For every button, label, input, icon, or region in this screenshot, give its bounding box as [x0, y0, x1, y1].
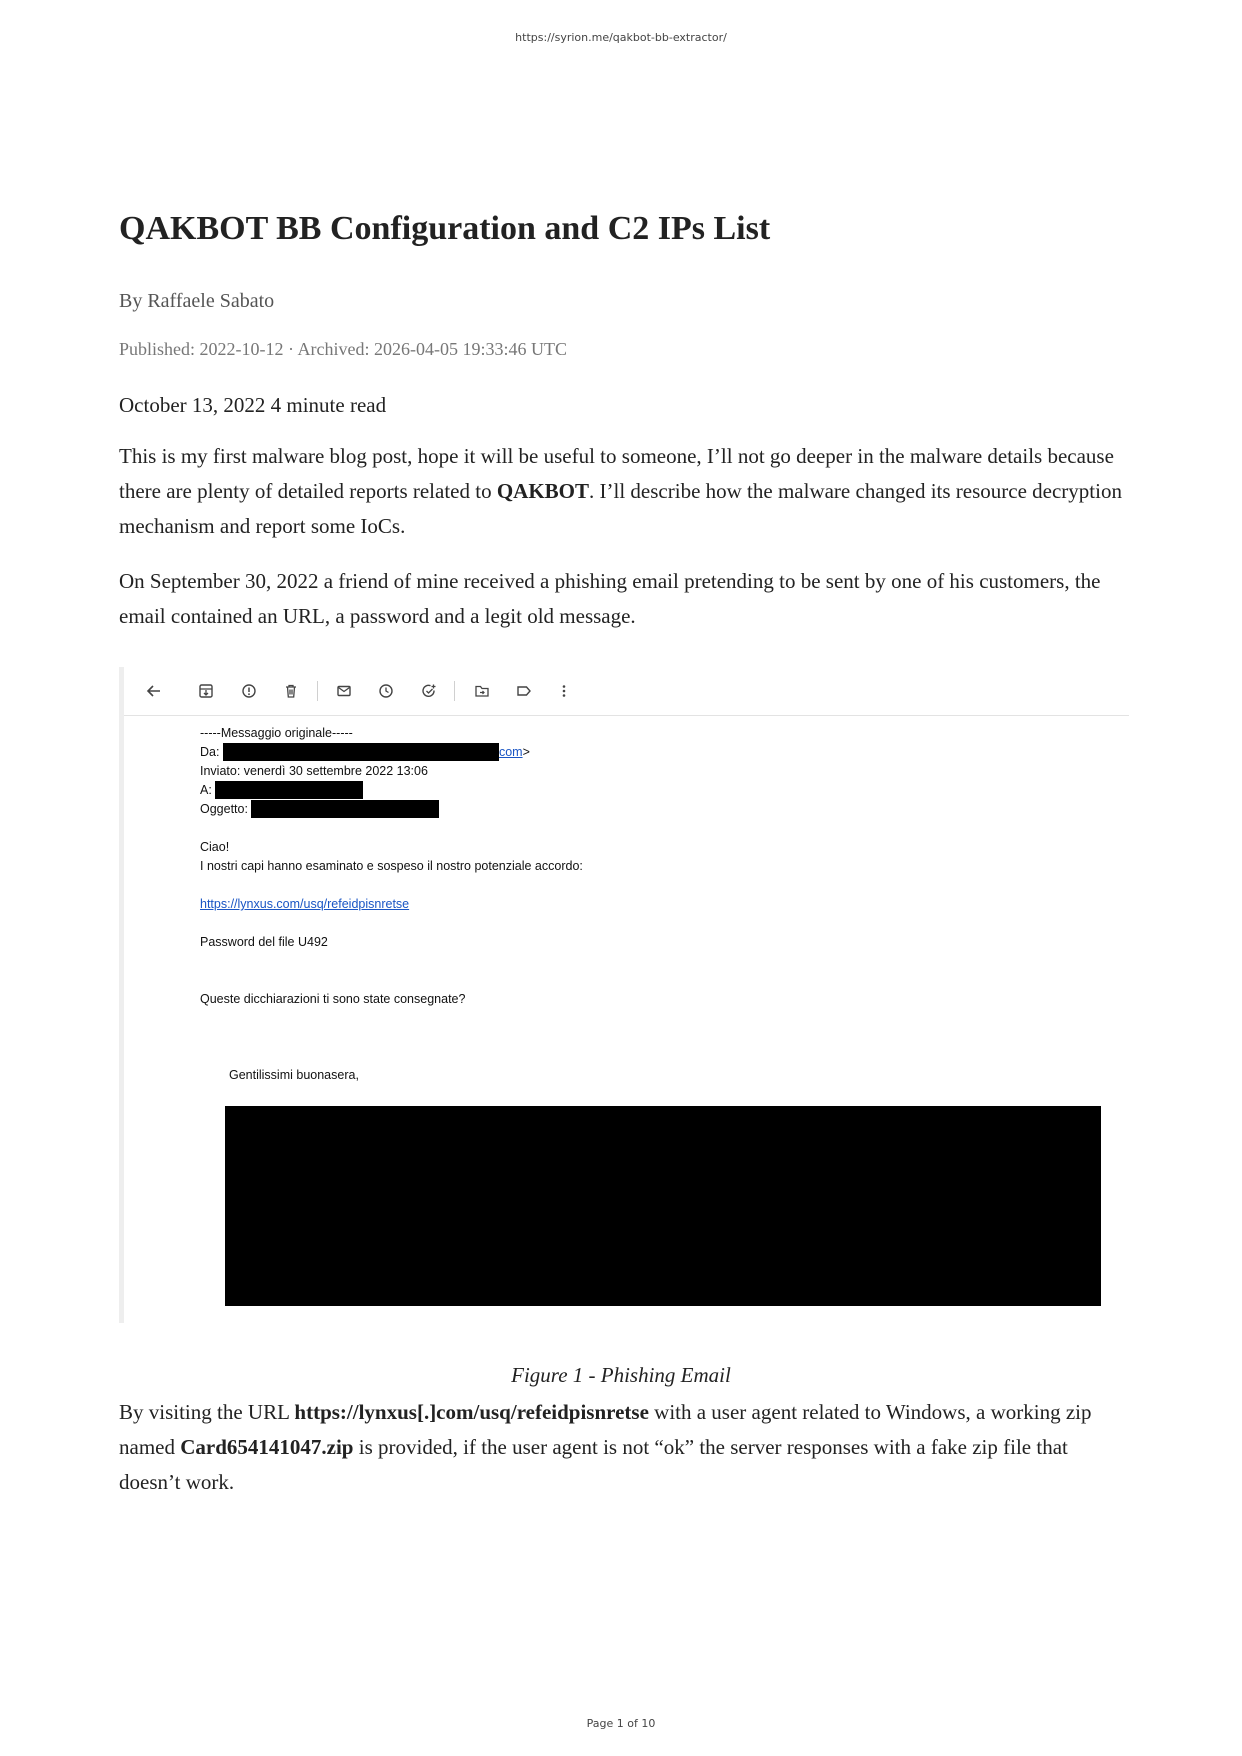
back-arrow-icon[interactable] [144, 681, 164, 701]
email-toolbar [124, 667, 1129, 716]
redaction-bar [223, 743, 499, 761]
text-span: By visiting the URL [119, 1400, 295, 1424]
to-label: A: [200, 783, 212, 797]
toolbar-divider [317, 681, 318, 701]
message-line: I nostri capi hanno esaminato e sospeso il nostro potenziale accordo: [200, 859, 583, 873]
snooze-icon[interactable] [376, 681, 396, 701]
paragraph-intro [119, 439, 1129, 544]
from-domain-link[interactable]: com [498, 745, 523, 759]
archive-metadata: Published: 2022-10-12 · Archived: 2026-04-05 19:33:46 UTC [119, 339, 567, 359]
paragraph-url [119, 1395, 1129, 1500]
article-title: QAKBOT BB Configuration and C2 IPs List [119, 210, 771, 247]
bold-url: https://lynxus[.]com/usq/refeidpisnretse [294, 1400, 649, 1424]
bold-term: QAKBOT [496, 479, 590, 503]
figure-caption: Figure 1 - Phishing Email [511, 1363, 731, 1387]
more-icon[interactable] [554, 681, 574, 701]
redaction-bar [251, 800, 439, 818]
redacted-message-block [225, 1106, 1101, 1306]
article-byline: By Raffaele Sabato [119, 290, 275, 312]
toolbar-divider [454, 681, 455, 701]
post-date-readtime: October 13, 2022 4 minute read [119, 393, 387, 417]
paragraph-phishing: On September 30, 2022 a friend of mine received a phishing email pretending to be sent by one of his customers, the email contained an URL, a password and a legit old message. [119, 569, 1101, 628]
salutation-line: Gentilissimi buonasera, [229, 1068, 359, 1082]
page-number-footer: Page 1 of 10 [586, 1717, 656, 1730]
text-span: . I’ll describe how the malware changed its resource decryption mechanism and report some IoCs. [119, 479, 1122, 538]
text-span: with a user agent related to Windows, a working zip named [119, 1400, 1092, 1459]
to-line [200, 781, 363, 799]
phishing-email-screenshot [119, 667, 1129, 1323]
move-to-icon[interactable] [472, 681, 492, 701]
sent-line: Inviato: venerdì 30 settembre 2022 13:06 [200, 764, 428, 778]
report-spam-icon[interactable] [239, 681, 259, 701]
archive-icon[interactable] [196, 681, 216, 701]
subject-label: Oggetto: [200, 802, 248, 816]
greeting: Ciao! [200, 840, 230, 854]
mark-unread-icon[interactable] [334, 681, 354, 701]
delete-icon[interactable] [281, 681, 301, 701]
from-label: Da: [200, 745, 220, 759]
from-line [200, 743, 530, 761]
page-url-header: https://syrion.me/qakbot-bb-extractor/ [515, 31, 727, 44]
label-icon[interactable] [514, 681, 534, 701]
bold-filename: Card654141047.zip [180, 1435, 354, 1459]
question-line: Queste dicchiarazioni ti sono state consegnate? [200, 992, 466, 1006]
add-task-icon[interactable] [419, 681, 439, 701]
password-line: Password del file U492 [200, 935, 328, 949]
subject-line [200, 800, 439, 818]
original-message-header: -----Messaggio originale----- [200, 726, 353, 740]
text-span: This is my first malware blog post, hope it will be useful to someone, I’ll not go deeper in the malware details because there are plenty of detailed reports related to [119, 444, 1114, 503]
text-span: is provided, if the user agent is not “ok” the server responses with a fake zip file that doesn’t work. [119, 1435, 1068, 1494]
malicious-link[interactable]: https://lynxus.com/usq/refeidpisnretse [200, 897, 410, 911]
redaction-bar [215, 781, 363, 799]
from-bracket: > [522, 745, 530, 759]
